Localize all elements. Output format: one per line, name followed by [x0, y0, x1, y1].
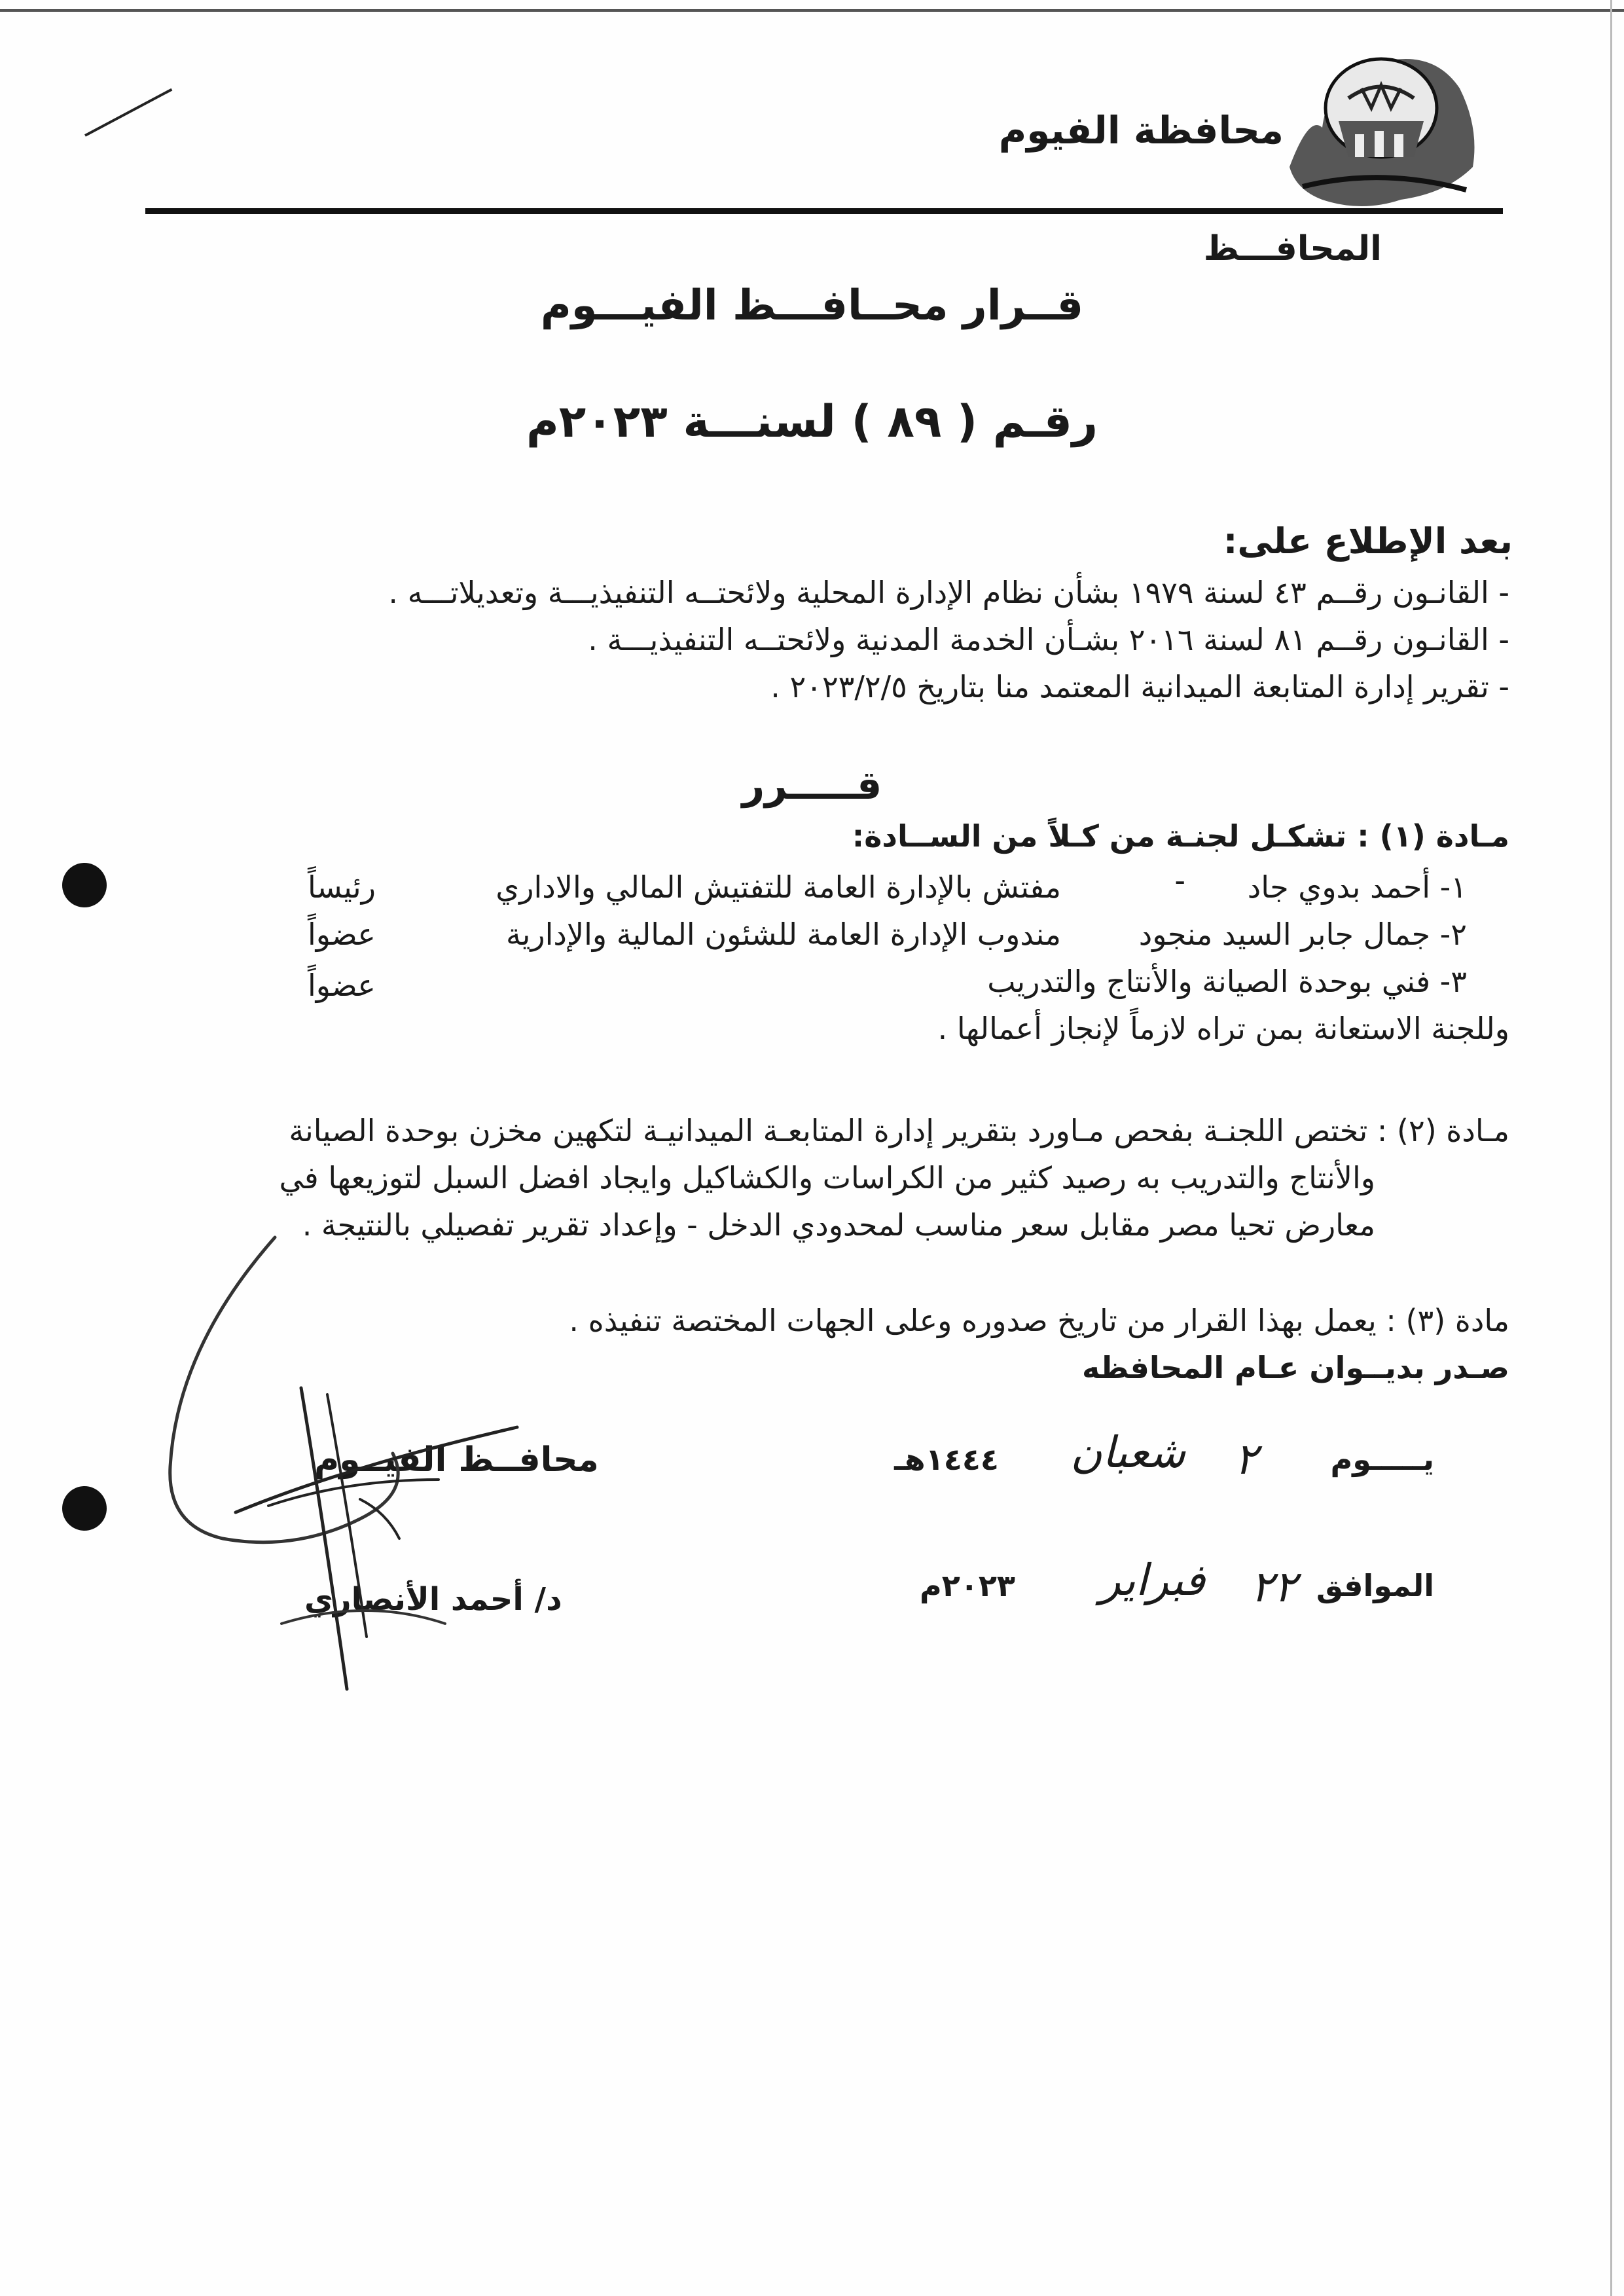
article-1-note: وللجنة الاستعانة بمن تراه لازماً لإنجاز أعمالها .: [937, 1011, 1509, 1046]
fayoum-emblem-icon: [1283, 36, 1479, 213]
member-title: مفتش بالإدارة العامة للتفتيش المالي والاداري: [496, 869, 1061, 905]
day-label: يـــــوم: [1330, 1442, 1434, 1477]
member-dash: -: [1174, 863, 1185, 898]
corresponding-label: الموافق: [1316, 1568, 1434, 1603]
hijri-month-handwritten: شعبان: [1070, 1427, 1185, 1478]
member-name: ٣- فني بوحدة الصيانة والأنتاج والتدريب: [987, 964, 1467, 999]
punch-hole-lower: [62, 1486, 107, 1531]
signatory-name: د/ أحمد الأنصاري: [304, 1581, 562, 1618]
scan-edge-top: [0, 9, 1624, 12]
article-2-line: معارض تحيا مصر مقابل سعر مناسب لمحدودي الدخل - وإعداد تقرير تفصيلي بالنتيجة .: [302, 1207, 1375, 1243]
article-2-line: مـادة (٢) : تختص اللجنـة بفحص مـاورد بتقرير إدارة المتابعـة الميدانيـة لتكهين مخزن بوحدة الصيانة: [289, 1113, 1509, 1148]
greg-month-handwritten: فبراير: [1099, 1555, 1205, 1605]
decree-title: قــرار محــافـــظ الفيـــوم: [540, 282, 1084, 330]
handwritten-signature: [151, 1231, 556, 1702]
member-role: عضواً: [308, 968, 376, 1003]
decided-heading: قـــــرر: [742, 763, 882, 809]
office-label: المحافـــظ: [1203, 229, 1382, 268]
decree-number: رقـم ( ٨٩ ) لسنـــة ٢٠٢٣م: [526, 396, 1098, 448]
punch-hole-upper: [62, 863, 107, 907]
issued-statement: صـدر بديــوان عـام المحافظه: [1082, 1350, 1509, 1385]
preamble-heading: بعد الإطلاع على:: [1223, 520, 1513, 562]
article-3-text: مادة (٣) : يعمل بهذا القرار من تاريخ صدوره وعلى الجهات المختصة تنفيذه .: [569, 1303, 1509, 1338]
header-divider: [145, 208, 1503, 214]
article-2-line: والأنتاج والتدريب به رصيد كثير من الكراسات والكشاكيل وايجاد افضل السبل لتوزيعها في: [279, 1160, 1375, 1195]
preamble-item: - القانـون رقــم ٨١ لسنة ٢٠١٦ بشـأن الخدمة المدنية ولائحتــه التنفيذيـــة .: [588, 622, 1509, 657]
preamble-item: - تقرير إدارة المتابعة الميدانية المعتمد منا بتاريخ ٢٠٢٣/٢/٥ .: [770, 669, 1509, 704]
member-name: ١- أحمد بدوي جاد: [1247, 869, 1467, 905]
member-title: مندوب الإدارة العامة للشئون المالية والإدارية: [505, 917, 1061, 952]
member-name: ٢- جمال جابر السيد منجود: [1138, 917, 1467, 952]
article-1-heading: مـادة (١) : تشكـل لجنـة من كـلاً من الســادة:: [852, 818, 1509, 854]
hijri-year: ١٤٤٤هـ: [894, 1442, 999, 1477]
pen-stroke-mark: [84, 88, 172, 137]
preamble-item: - القانـون رقــم ٤٣ لسنة ١٩٧٩ بشأن نظام الإدارة المحلية ولائحتــه التنفيذيـــة وتعديلاتـــه .: [388, 575, 1509, 610]
signatory-title: محافــظ الفيــوم: [314, 1440, 599, 1480]
member-role: عضواً: [308, 917, 376, 952]
greg-day-handwritten: ٢٢: [1250, 1561, 1297, 1612]
hijri-day-handwritten: ٢: [1234, 1434, 1257, 1484]
greg-year: ٢٠٢٣م: [919, 1568, 1015, 1603]
governorate-name: محافظة الفيوم: [998, 108, 1284, 153]
member-role: رئيساً: [308, 869, 376, 905]
scan-edge-right: [1610, 0, 1612, 2296]
